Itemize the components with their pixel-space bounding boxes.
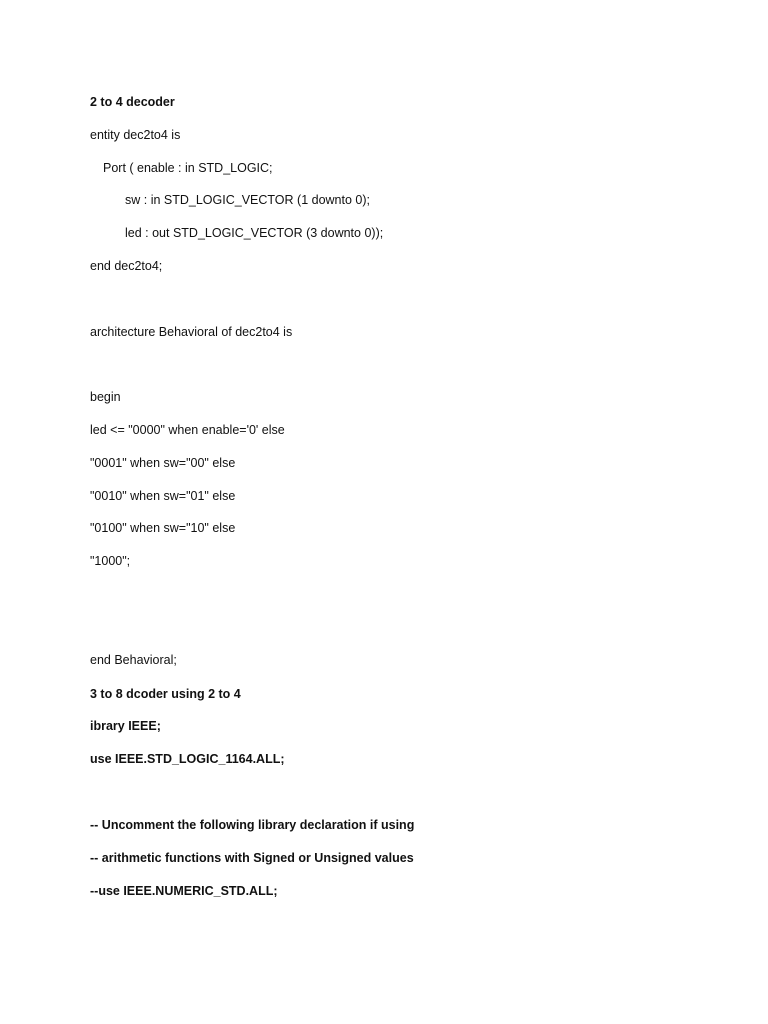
code-line: end dec2to4; xyxy=(90,259,163,273)
code-line: Port ( enable : in STD_LOGIC; xyxy=(103,161,273,175)
code-line-bold: use IEEE.STD_LOGIC_1164.ALL; xyxy=(90,752,285,766)
code-line: led <= "0000" when enable='0' else xyxy=(90,423,285,437)
code-line-bold: ibrary IEEE; xyxy=(90,719,161,733)
heading-2to4-decoder: 2 to 4 decoder xyxy=(90,95,175,109)
code-line: led : out STD_LOGIC_VECTOR (3 downto 0)); xyxy=(125,226,384,240)
code-line: "0001" when sw="00" else xyxy=(90,456,236,470)
comment-line: -- Uncomment the following library declaration if using xyxy=(90,818,415,832)
code-line: architecture Behavioral of dec2to4 is xyxy=(90,325,293,339)
code-line: entity dec2to4 is xyxy=(90,128,181,142)
comment-line: --use IEEE.NUMERIC_STD.ALL; xyxy=(90,884,278,898)
code-line: "0010" when sw="01" else xyxy=(90,489,236,503)
code-line: "1000"; xyxy=(90,554,131,568)
comment-line: -- arithmetic functions with Signed or Unsigned values xyxy=(90,851,414,865)
code-line: "0100" when sw="10" else xyxy=(90,521,236,535)
code-line: begin xyxy=(90,390,121,404)
heading-3to8-decoder: 3 to 8 dcoder using 2 to 4 xyxy=(90,687,241,701)
code-line: sw : in STD_LOGIC_VECTOR (1 downto 0); xyxy=(125,193,370,207)
code-line: end Behavioral; xyxy=(90,653,177,667)
